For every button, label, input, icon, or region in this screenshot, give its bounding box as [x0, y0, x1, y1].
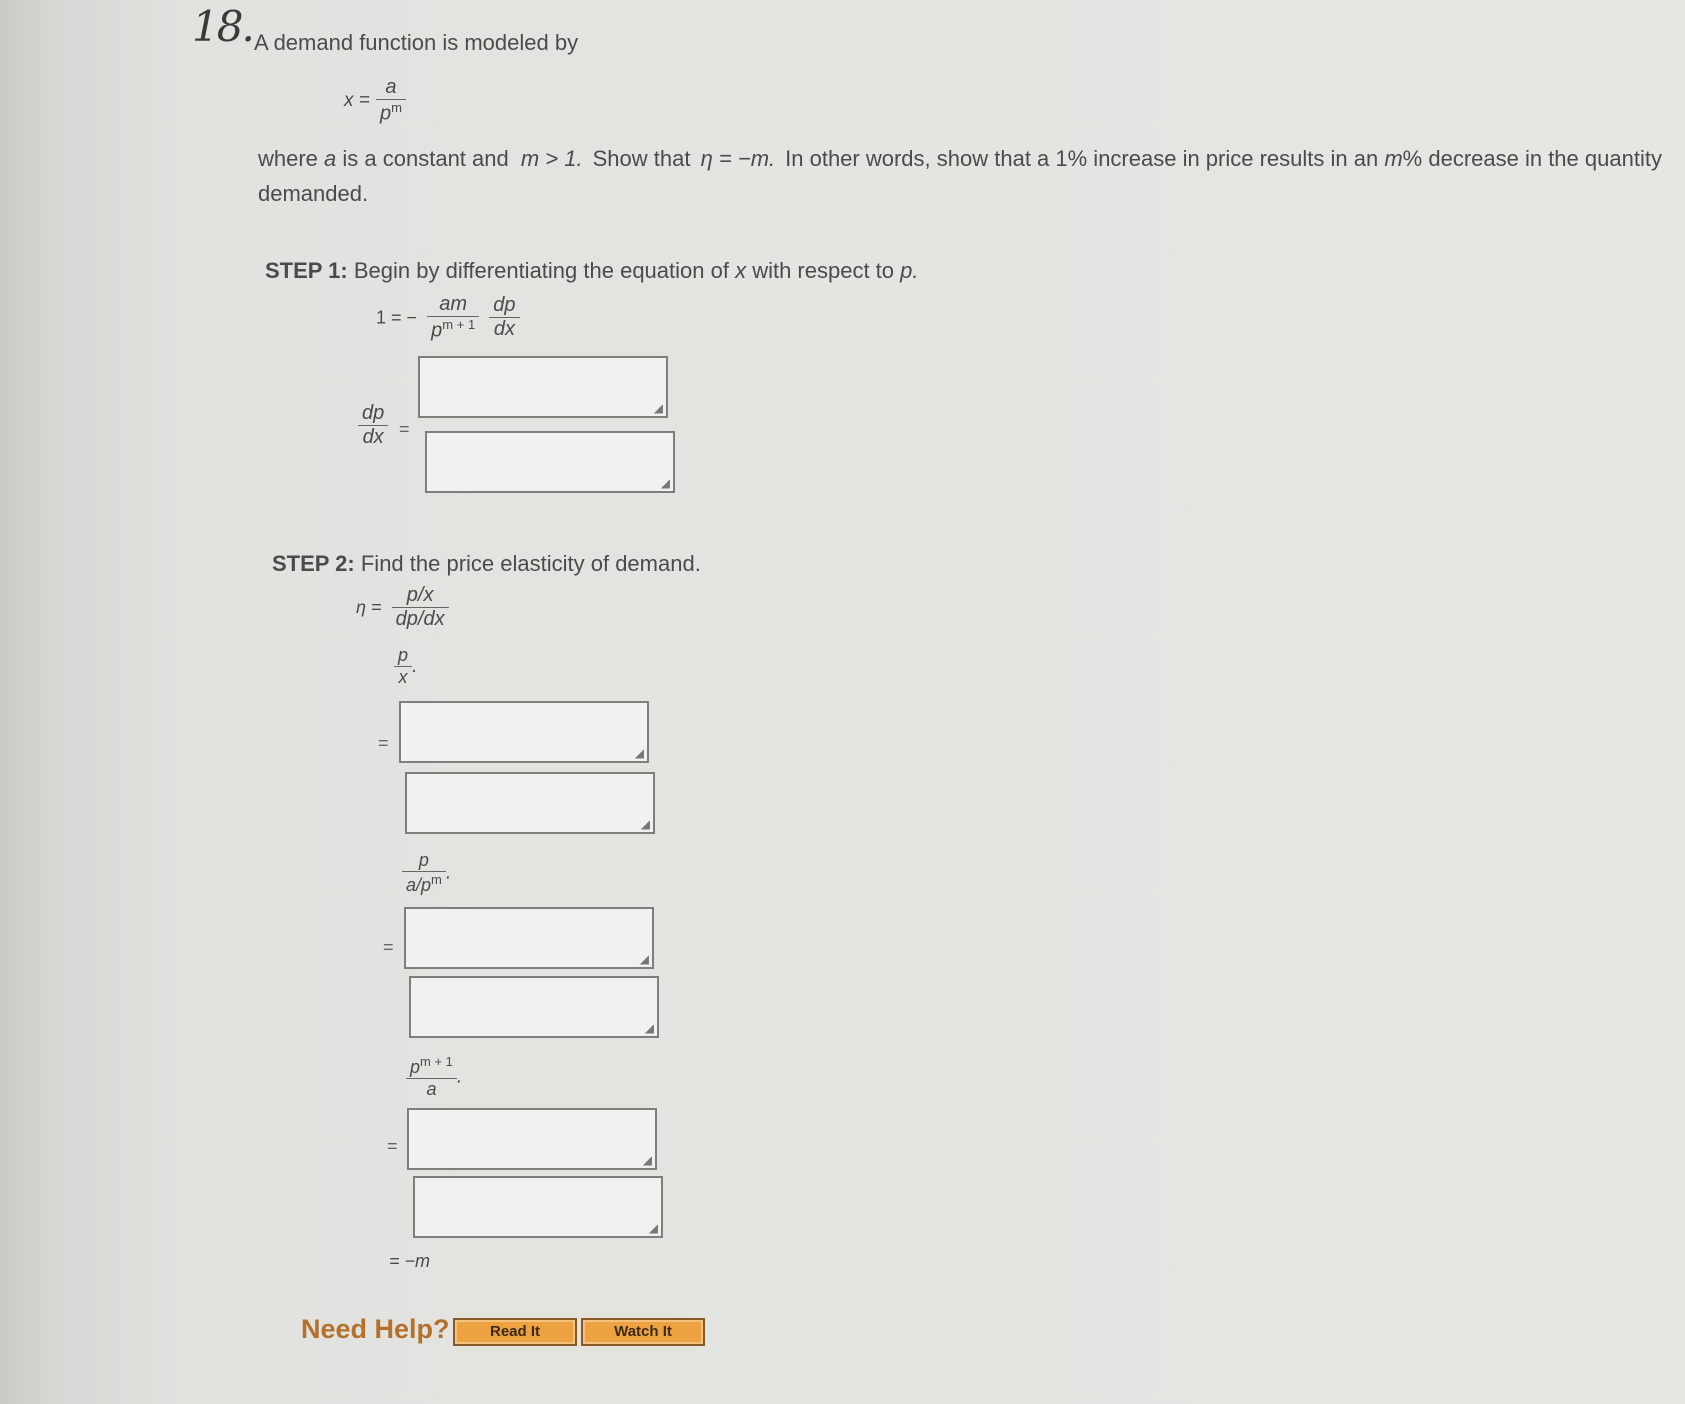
- step1-equation: [376, 293, 520, 343]
- step2-fraction-p-over-x: $\frac{p}{x}$ .: [394, 645, 418, 688]
- step1-numerator-input[interactable]: [418, 356, 668, 418]
- function-lhs: x =: [344, 89, 370, 111]
- step2-input-3-bottom[interactable]: [413, 1176, 663, 1238]
- function-numerator: a: [376, 76, 406, 100]
- step2-fraction-pm1-over-a: $\frac{p^{m + 1}}{a}$ .: [406, 1054, 462, 1100]
- function-denominator: $p^m$: [380, 100, 402, 125]
- function-fraction: [376, 76, 406, 126]
- step2-input-1-bottom[interactable]: [405, 772, 655, 834]
- watch-it-button[interactable]: Watch It: [581, 1318, 705, 1346]
- step2-final-result: = −m: [389, 1251, 431, 1271]
- resize-grip-icon[interactable]: ◢: [642, 1153, 652, 1167]
- step1-denominator-input[interactable]: [425, 431, 675, 493]
- step2-equals-2: =: [383, 937, 394, 957]
- resize-grip-icon[interactable]: ◢: [644, 1021, 654, 1035]
- step1-equals: =: [399, 419, 410, 439]
- step2-input-2-bottom[interactable]: [409, 976, 659, 1038]
- step2-heading: STEP 2: Find the price elasticity of demand.: [272, 551, 701, 576]
- step1-heading: STEP 1: Begin by differentiating the equation of x with respect to p.: [265, 258, 919, 283]
- step1-dpdx-lhs: $\frac{dp}{dx}$: [358, 402, 388, 449]
- step2-input-3-top[interactable]: [407, 1108, 657, 1170]
- question-number: 18.: [192, 2, 253, 51]
- resize-grip-icon[interactable]: ◢: [634, 746, 644, 760]
- need-help-label: Need Help?: [301, 1314, 450, 1344]
- resize-grip-icon[interactable]: ◢: [660, 476, 670, 490]
- read-it-button[interactable]: Read It: [453, 1318, 577, 1346]
- step2-equals-3: =: [387, 1136, 398, 1156]
- resize-grip-icon[interactable]: ◢: [653, 401, 663, 415]
- elasticity-formula: η = $\frac{p/x}{dp/dx}$: [356, 584, 449, 631]
- problem-statement: where a is a constant and m > 1. Show that η = −m. In other words, show that a 1% increase in price results in an m% decrease in the quantity: [258, 146, 1662, 171]
- step1-fraction-am: $\frac{am}{p^{m + 1}}$: [427, 293, 479, 343]
- resize-grip-icon[interactable]: ◢: [648, 1221, 658, 1235]
- step1-eq-lhs: 1 = −: [376, 307, 418, 328]
- step2-fraction-p-over-a-pm: $\frac{p}{a/p^m}$ .: [402, 850, 451, 896]
- resize-grip-icon[interactable]: ◢: [640, 817, 650, 831]
- step2-input-1-top[interactable]: [399, 701, 649, 763]
- resize-grip-icon[interactable]: ◢: [639, 952, 649, 966]
- step1-fraction-dpdx: $\frac{dp}{dx}$: [489, 294, 519, 341]
- demand-function: [344, 76, 406, 126]
- step2-input-2-top[interactable]: [404, 907, 654, 969]
- problem-statement-line2: demanded.: [258, 181, 369, 206]
- intro-text: A demand function is modeled by: [254, 30, 579, 55]
- step2-equals-1: =: [378, 733, 389, 753]
